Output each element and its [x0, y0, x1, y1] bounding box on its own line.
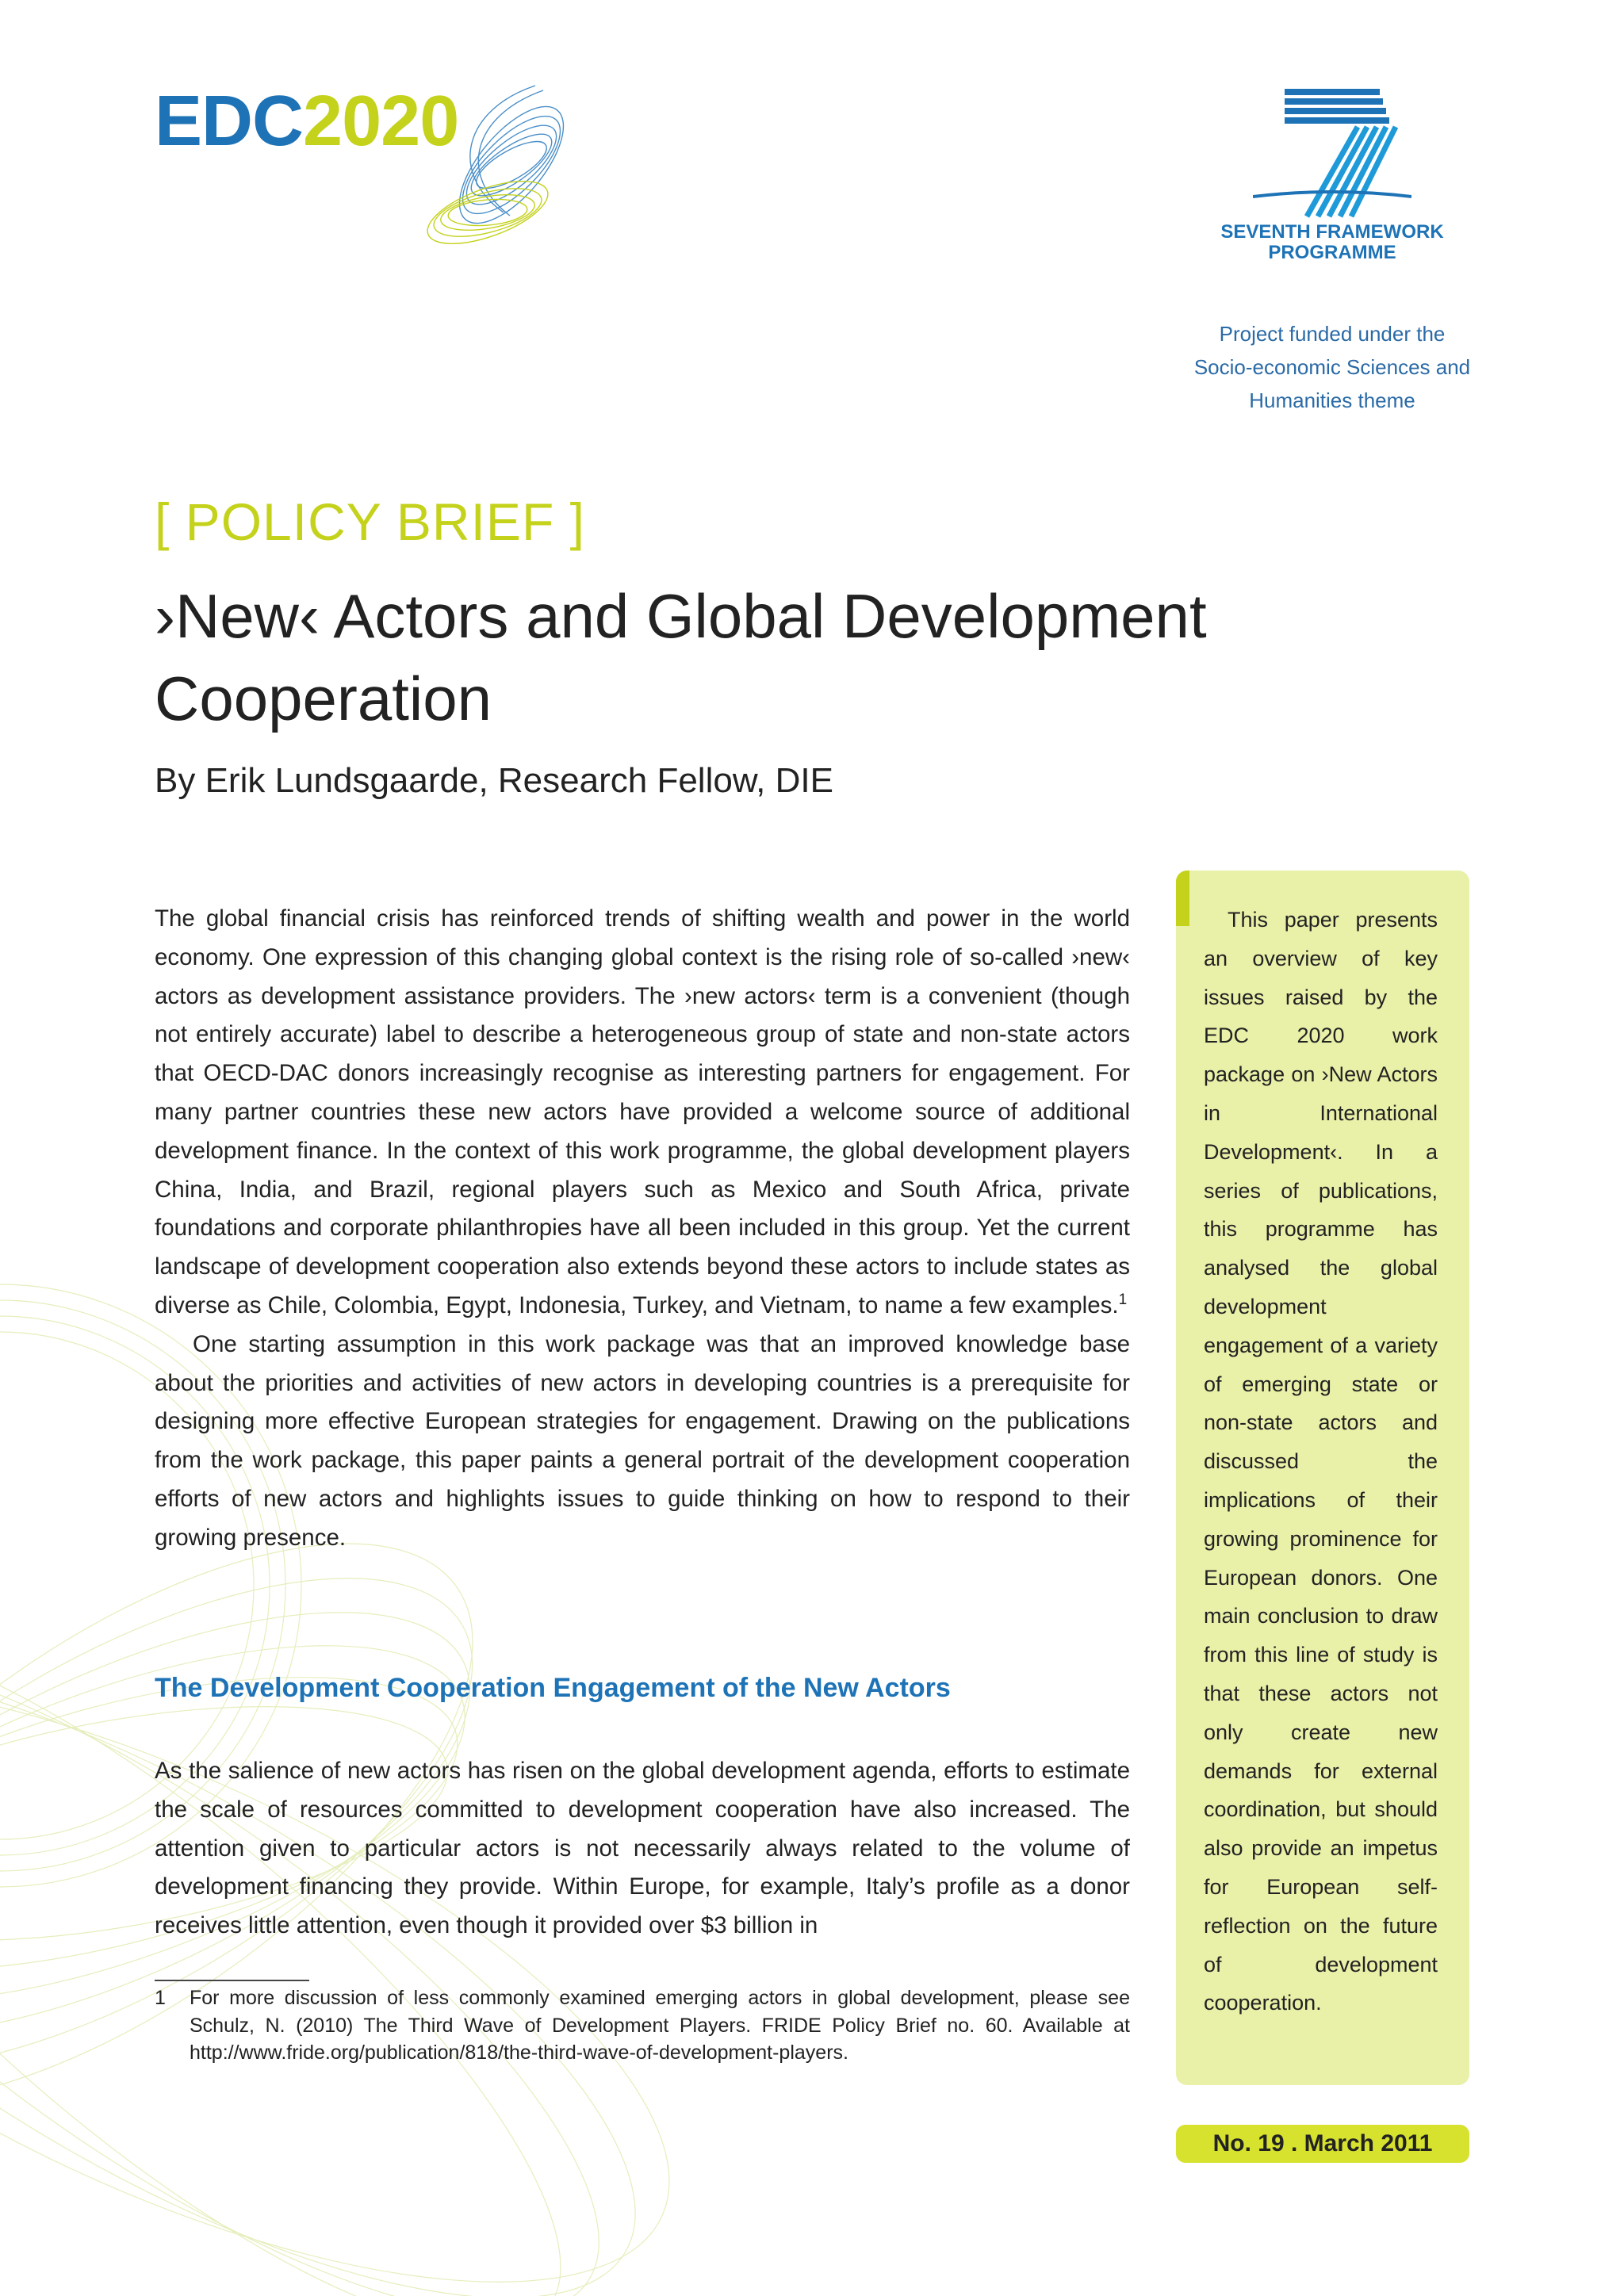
fp7-label-line2: PROGRAMME	[1268, 242, 1396, 263]
seventh-framework-icon	[1253, 86, 1411, 220]
paragraph-1-text: The global financial crisis has reinforced trends of shifting wealth and power in the world economy. One expression of this changing global context is the rising role of so-called ›new‹ actors as development assistance providers. The ›new actors‹ term is a convenient (though not entirely accurate) label to describe a heterogeneous group of state and non-state actors that OECD-DAC donors increasingly recognise as interesting partners for engagement. For many partner countries these new actors have provided a welcome source of additional development finance. In the context of this work programme, the global development players China, India, and Brazil, regional players such as Mexico and South Africa, private foundations and corporate philanthropies have all been included in this group. Yet the current landscape of development cooperation also extends beyond these actors to include states as diverse as Chile, Colombia, Egypt, Indonesia, Turkey, and Vietnam, to name a few examples.	[155, 905, 1130, 1318]
funding-line-1: Project funded under the	[1219, 322, 1446, 346]
issue-badge: No. 19 . March 2011	[1176, 2125, 1469, 2163]
summary-sidebar	[1176, 871, 1469, 2085]
section-heading: The Development Cooperation Engagement of the New Actors	[155, 1673, 951, 1703]
logo-swirl-icon	[416, 78, 615, 260]
funding-note	[1174, 317, 1491, 417]
footnote-divider	[155, 1980, 309, 1981]
paragraph-1	[155, 900, 1130, 1326]
section-body-column	[155, 1752, 1130, 1946]
paragraph-2: One starting assumption in this work package was that an improved knowledge base about the priorities and activities of new actors in developing countries is a prerequisite for designing more effective European strategies for engagement. Drawing on the publications from the work package, this paper paints a general portrait of the development cooperation efforts of new actors and highlights issues to guide thinking on how to respond to their growing presence.	[155, 1330, 1130, 1551]
footnote	[155, 1984, 1130, 2067]
footnote-text: For more discussion of less commonly examined emerging actors in global development, please see Schulz, N. (2010) The Third Wave of Development Players. FRIDE Policy Brief no. 60. Available at http://www.fride.org/publication/818/the-third-wave-of-development-players.	[190, 1987, 1130, 2064]
paragraph-3: As the salience of new actors has risen on the global development agenda, efforts to estimate the scale of resources committed to development cooperation have also increased. The attention given to particular actors is not necessarily always related to the volume of development financing they provide. Within Europe, for example, Italy’s profile as a donor receives little attention, even though it provided over $3 billion in	[155, 1758, 1130, 1939]
document-title: ›New‹ Actors and Global Development Cooperation	[155, 581, 1207, 733]
funding-line-3: Humanities theme	[1249, 388, 1415, 412]
author-byline: By Erik Lundsgaarde, Research Fellow, DIE	[155, 761, 833, 800]
funding-line-2: Socio-economic Sciences and	[1193, 355, 1471, 379]
logo-year-text: 2020	[303, 82, 459, 161]
fp7-label-line1: SEVENTH FRAMEWORK	[1220, 221, 1444, 243]
series-label: [ POLICY BRIEF ]	[155, 492, 585, 551]
sidebar-accent-bar	[1176, 871, 1189, 926]
fp7-logo	[1213, 86, 1451, 292]
sidebar-text: This paper presents an overview of key issues raised by the EDC 2020 work package on ›New Actors in International Development‹. In a series of publications, this programme has analysed the global development engagement of a variety of emerging state or non-state actors and discussed the implications of their growing prominence for European donors. One main conclusion to draw from this line of study is that these actors not only create new demands for external coordination, but should also provide an impetus for European self-reflection on the future of development cooperation.	[1204, 908, 1438, 2015]
footnote-ref-1[interactable]: 1	[1118, 1292, 1128, 1309]
footnote-number: 1	[155, 1987, 166, 2009]
main-body-column	[155, 900, 1130, 1558]
logo-edc-text: EDC	[155, 82, 304, 161]
edc2020-logo	[155, 78, 615, 252]
